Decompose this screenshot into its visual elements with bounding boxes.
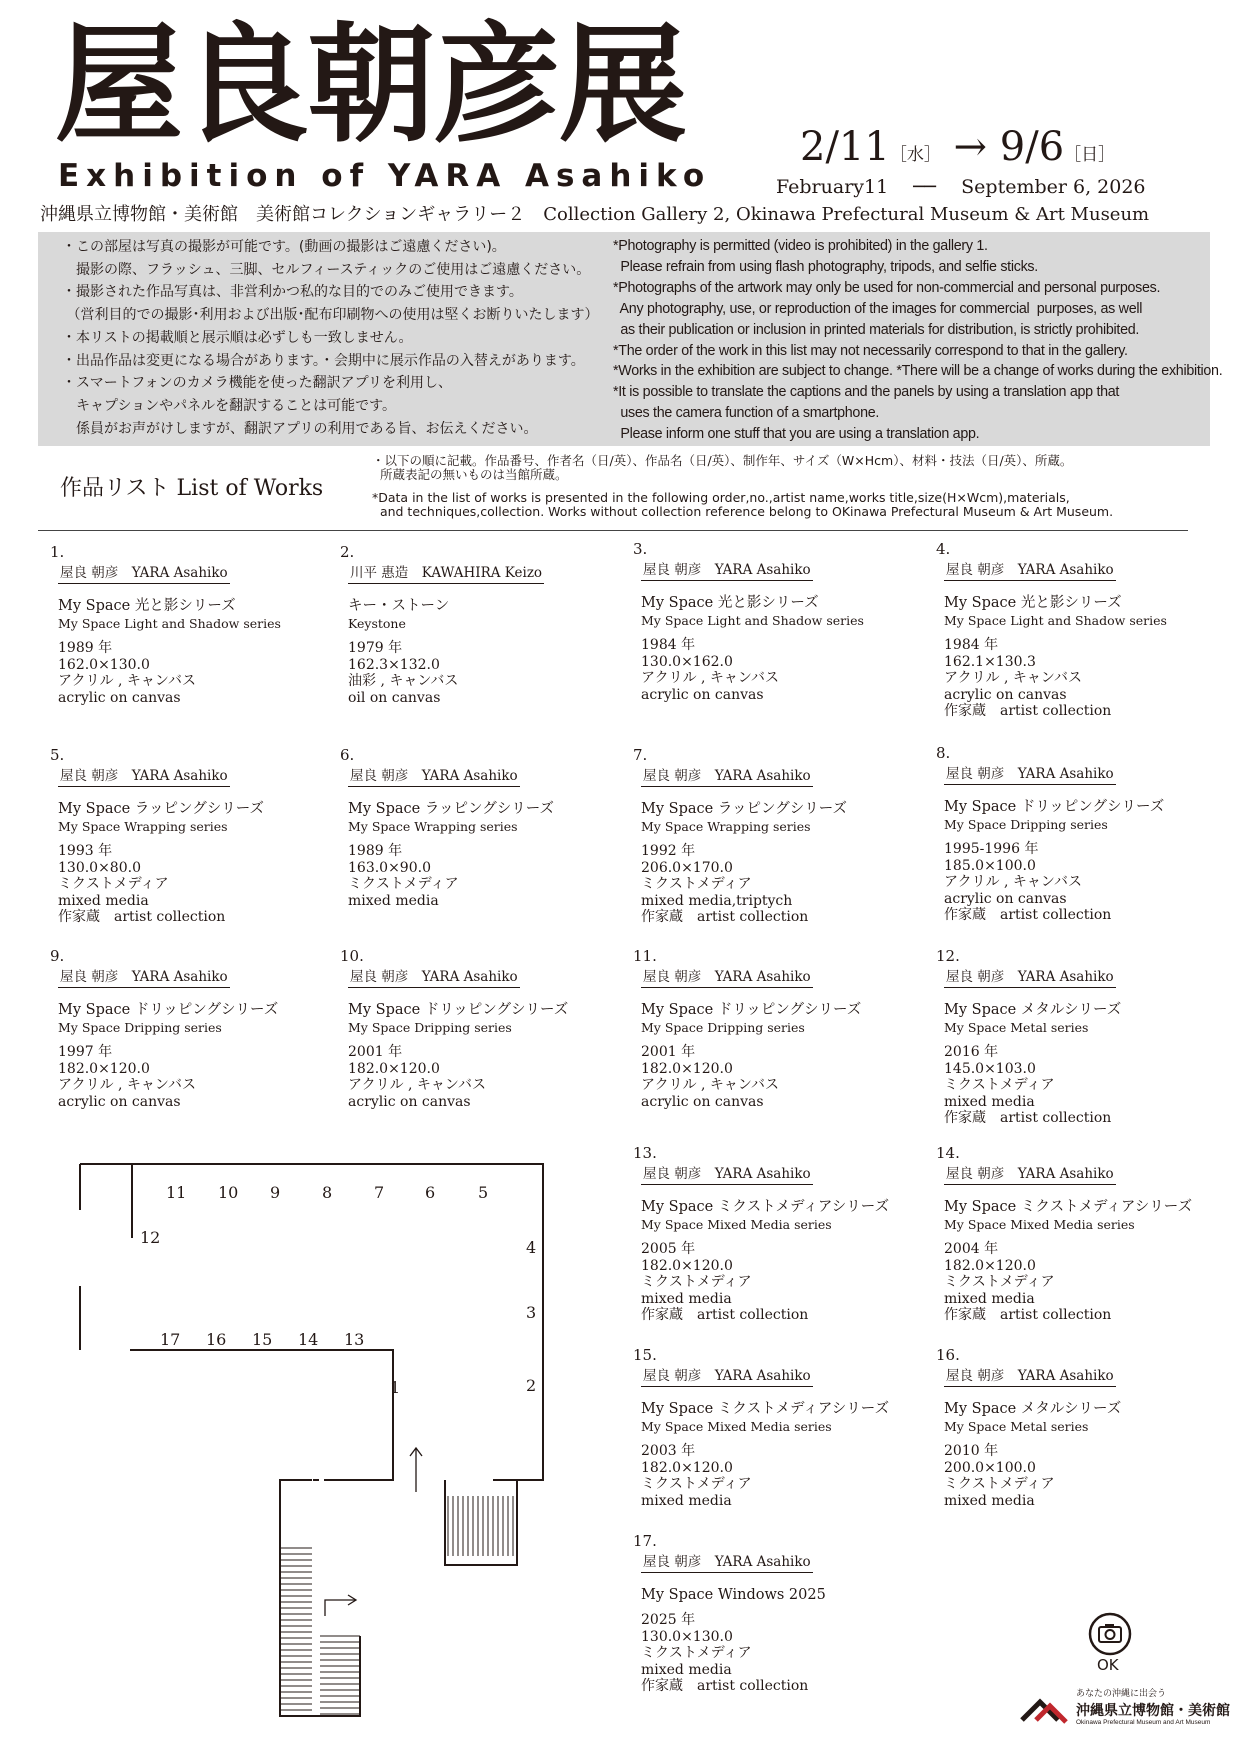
floor-plan-label: 8 [322,1183,333,1202]
work-item [340,947,608,1110]
work-item [340,543,608,706]
work-material-jp: ミクストメディア [641,876,752,892]
work-year: 2003 年 [641,1443,696,1459]
work-year: 1979 年 [348,640,403,656]
work-title-en: My Space Dripping series [944,817,1108,832]
work-material-jp: アクリル , キャンバス [944,670,1082,686]
work-artist: 屋良 朝彦 YARA Asahiko [348,967,520,988]
work-title-jp: My Space ミクストメディアシリーズ [944,1199,1193,1215]
venue: 沖縄県立博物館・美術館 美術館コレクションギャラリー２ Collection Gallery 2, Okinawa Prefectural Museum & Art Museum [40,204,1150,225]
work-material-en: mixed media [944,1492,1035,1509]
work-year: 2025 年 [641,1612,696,1628]
work-year: 1995-1996 年 [944,841,1039,857]
work-material-en: mixed media [944,1093,1035,1110]
work-meta [944,841,1204,924]
work-year: 2004 年 [944,1241,999,1257]
work-meta [944,1044,1204,1127]
work-material-en: mixed media [641,1290,732,1307]
work-meta [348,640,608,706]
list-note-en: *Data in the list of works is presented in the following order,no.,artist name,works title,size(H×Wcm),materials, and techniques,collection. Works without collection reference belong to OKinawa Prefectural Museum & Art Museum. [372,490,1114,519]
work-number: 11. [633,947,657,965]
floor-plan-label: 1 [390,1378,401,1397]
work-material-en: mixed media [641,1661,732,1678]
work-artist: 屋良 朝彦 YARA Asahiko [944,967,1116,988]
work-material-en: oil on canvas [348,689,441,706]
work-material-en: acrylic on canvas [58,1093,181,1110]
work-title-en: My Space Mixed Media series [944,1217,1135,1232]
work-artist: 屋良 朝彦 YARA Asahiko [944,1366,1116,1387]
logo-subtitle: Okinawa Prefectural Museum and Art Museum [1076,1719,1211,1726]
work-artist: 屋良 朝彦 YARA Asahiko [944,1164,1116,1185]
work-material-jp: アクリル , キャンバス [944,874,1082,890]
work-artist: 屋良 朝彦 YARA Asahiko [58,766,230,787]
work-year: 1997 年 [58,1044,113,1060]
work-item [633,1144,901,1324]
date-range-en: February11 ── September 6, 2026 [776,176,1146,198]
work-item [936,1144,1204,1324]
floor-plan-label: 5 [478,1183,489,1202]
work-meta [58,843,318,926]
floor-plan-label: 13 [344,1330,365,1349]
work-title-jp: My Space ミクストメディアシリーズ [641,1401,890,1417]
title-en: Exhibition of YARA Asahiko [58,158,712,194]
work-title-en: Keystone [348,616,406,631]
floor-plan-label: 6 [425,1183,436,1202]
floor-plan-label: 11 [166,1183,187,1202]
work-size: 162.1×130.3 [944,653,1036,670]
work-material-en: mixed media [944,1290,1035,1307]
work-meta [348,843,608,909]
work-size: 182.0×120.0 [641,1060,733,1077]
work-year: 2016 年 [944,1044,999,1060]
floor-plan-label: 4 [526,1238,537,1257]
floor-plan-label: 14 [298,1330,319,1349]
work-collection: 作家蔵 artist collection [944,907,1112,923]
list-title: 作品リスト List of Works [60,476,324,501]
work-number: 13. [633,1144,657,1162]
work-artist: 川平 惠造 KAWAHIRA Keizo [348,563,544,584]
floor-plan-labels [60,1160,580,1730]
work-artist: 屋良 朝彦 YARA Asahiko [58,967,230,988]
work-collection: 作家蔵 artist collection [944,1110,1112,1126]
work-size: 163.0×90.0 [348,859,431,876]
work-title-jp: My Space ドリッピングシリーズ [58,1002,279,1018]
work-item [936,1346,1204,1509]
work-title-en: My Space Metal series [944,1020,1089,1035]
museum-logo-icon [1018,1694,1072,1728]
work-artist: 屋良 朝彦 YARA Asahiko [944,764,1116,785]
work-title-en: My Space Wrapping series [58,819,228,834]
work-item [633,540,901,703]
work-size: 162.3×132.0 [348,656,440,673]
work-title-jp: My Space メタルシリーズ [944,1401,1122,1417]
work-title-en: My Space Metal series [944,1419,1089,1434]
work-title-jp: My Space メタルシリーズ [944,1002,1122,1018]
work-material-en: acrylic on canvas [58,689,181,706]
work-title-en: My Space Mixed Media series [641,1217,832,1232]
floor-plan-label: 15 [252,1330,273,1349]
camera-ok-label: OK [1097,1656,1119,1674]
logo-tagline: あなたの沖縄に出会う [1076,1689,1167,1699]
work-meta [641,637,901,703]
work-size: 130.0×162.0 [641,653,733,670]
work-title-en: My Space Dripping series [58,1020,222,1035]
work-material-jp: アクリル , キャンバス [348,1077,486,1093]
work-material-jp: ミクストメディア [58,876,169,892]
work-size: 206.0×170.0 [641,859,733,876]
notice-box [38,232,1223,446]
work-number: 17. [633,1532,657,1550]
work-material-jp: アクリル , キャンバス [58,673,196,689]
work-collection: 作家蔵 artist collection [641,909,809,925]
work-material-en: acrylic on canvas [944,890,1067,907]
work-meta [641,1443,901,1509]
work-title-en: My Space Light and Shadow series [58,616,281,631]
work-size: 182.0×120.0 [348,1060,440,1077]
work-artist: 屋良 朝彦 YARA Asahiko [944,560,1116,581]
end-date: 9/6 [999,124,1065,170]
work-item [633,746,901,926]
work-material-jp: ミクストメディア [944,1077,1055,1093]
work-year: 1989 年 [58,640,113,656]
date-range [800,124,1115,170]
work-number: 3. [633,540,648,558]
work-title-jp: My Space ミクストメディアシリーズ [641,1199,890,1215]
start-date: 2/11 [800,124,890,170]
work-material-en: mixed media [58,892,149,909]
work-number: 16. [936,1346,960,1364]
work-material-jp: ミクストメディア [641,1645,752,1661]
work-year: 1984 年 [641,637,696,653]
logo-name: 沖縄県立博物館・美術館 [1076,1703,1230,1719]
work-item [340,746,608,909]
work-size: 185.0×100.0 [944,857,1036,874]
work-meta [641,1241,901,1324]
floor-plan-label: 17 [160,1330,181,1349]
work-title-en: My Space Wrapping series [348,819,518,834]
work-material-jp: ミクストメディア [944,1274,1055,1290]
work-number: 14. [936,1144,960,1162]
work-year: 1992 年 [641,843,696,859]
work-title-en: My Space Dripping series [641,1020,805,1035]
work-item [50,947,318,1110]
work-material-en: mixed media,triptych [641,892,793,909]
divider [38,530,1188,531]
work-number: 9. [50,947,65,965]
work-number: 1. [50,543,65,561]
work-year: 2001 年 [641,1044,696,1060]
work-material-jp: アクリル , キャンバス [641,1077,779,1093]
work-size: 162.0×130.0 [58,656,150,673]
work-title-jp: My Space ラッピングシリーズ [641,801,848,817]
work-item [633,1532,901,1695]
work-artist: 屋良 朝彦 YARA Asahiko [641,766,813,787]
work-material-en: acrylic on canvas [641,1093,764,1110]
work-meta [641,1044,901,1110]
work-collection: 作家蔵 artist collection [944,703,1112,719]
work-meta [944,637,1204,720]
work-material-jp: ミクストメディア [944,1476,1055,1492]
list-note-jp: ・以下の順に記載。作品番号、作者名（日/英）、作品名（日/英）、制作年、サイズ（W×Hcm）、材料・技法（日/英）、所蔵。 所蔵表記の無いものは当館所蔵。 [372,453,1073,482]
work-artist: 屋良 朝彦 YARA Asahiko [641,967,813,988]
work-material-jp: ミクストメディア [641,1476,752,1492]
work-title-jp: My Space ドリッピングシリーズ [348,1002,569,1018]
floor-plan-label: 3 [526,1303,537,1322]
work-material-jp: ミクストメディア [348,876,459,892]
work-item [936,540,1204,720]
work-size: 130.0×130.0 [641,1628,733,1645]
work-year: 2005 年 [641,1241,696,1257]
work-collection: 作家蔵 artist collection [641,1678,809,1694]
work-item [633,1346,901,1509]
floor-plan-label: 2 [526,1376,537,1395]
work-material-en: mixed media [348,892,439,909]
work-material-en: acrylic on canvas [348,1093,471,1110]
work-title-jp: My Space 光と影シリーズ [58,598,236,614]
work-collection: 作家蔵 artist collection [641,1307,809,1323]
work-number: 7. [633,746,648,764]
work-title-jp: My Space 光と影シリーズ [641,595,819,611]
date-arrow: → [953,124,988,170]
work-meta [641,1612,901,1695]
work-year: 1989 年 [348,843,403,859]
notice-jp: ・この部屋は写真の撮影が可能です。(動画の撮影はご遠慮ください)。 撮影の際、フラッシュ、三脚、セルフィースティックのご使用はご遠慮ください。 ・撮影された作品写真は、非営利かつ私的な目的でのみご使用できます。 （営利目的での撮影･利用および出版･配布印刷物への使用は堅くお断りいたします） ・本リストの掲載順と展示順は必ずしも一致しません。 ・出品作品は変更になる場合があります。・会期中に展示作品の入替えがあります。 ・スマートフォンのカメラ機能を使った翻訳アプリを利用し、 キャプションやパネルを翻訳することは可能です。 係員がお声がけしますが、翻訳アプリの利用である旨、お伝えください。 [62,239,599,437]
work-title-en: My Space Light and Shadow series [944,613,1167,628]
end-day: ［日］ [1064,145,1116,165]
work-title-jp: My Space ラッピングシリーズ [58,801,265,817]
start-day: ［水］ [889,145,941,165]
work-number: 5. [50,746,65,764]
floor-plan-label: 10 [218,1183,239,1202]
notice-en: *Photography is permitted (video is prohibited) in the gallery 1. Please refrain from using flash photography, tripods, and selfie sticks. *Photographs of the artwork may only be used for non-commercial and personal purposes. Any photography, use, or reproduction of the images for commercial purposes, as well as their publication or inclusion in printed materials for distribution, is strictly prohibited. *The order of the work in this list may not necessarily correspond to that in the gallery. *Works in the exhibition are subject to change. *There will be a change of works during the exhibition. *It is possible to translate the captions and the panels by using a translation app that uses the camera function of a smartphone. Please inform one stuff that you are using a translation app. [613,238,1223,443]
work-number: 6. [340,746,355,764]
work-meta [348,1044,608,1110]
work-number: 2. [340,543,355,561]
work-number: 10. [340,947,364,965]
work-item [936,744,1204,924]
work-size: 182.0×120.0 [641,1257,733,1274]
work-title-en: My Space Dripping series [348,1020,512,1035]
work-title-jp: My Space 光と影シリーズ [944,595,1122,611]
work-artist: 屋良 朝彦 YARA Asahiko [641,1552,813,1573]
work-number: 8. [936,744,951,762]
work-title-jp: My Space ドリッピングシリーズ [641,1002,862,1018]
work-material-jp: 油彩 , キャンバス [348,673,459,689]
work-year: 1984 年 [944,637,999,653]
work-artist: 屋良 朝彦 YARA Asahiko [641,560,813,581]
work-meta [641,843,901,926]
work-year: 1993 年 [58,843,113,859]
work-meta [58,1044,318,1110]
work-material-en: mixed media [641,1492,732,1509]
work-size: 182.0×120.0 [641,1459,733,1476]
work-artist: 屋良 朝彦 YARA Asahiko [348,766,520,787]
work-size: 182.0×120.0 [944,1257,1036,1274]
work-collection: 作家蔵 artist collection [944,1307,1112,1323]
work-item [50,746,318,926]
work-meta [944,1241,1204,1324]
work-number: 12. [936,947,960,965]
work-artist: 屋良 朝彦 YARA Asahiko [641,1164,813,1185]
floor-plan-label: 16 [206,1330,227,1349]
work-year: 2010 年 [944,1443,999,1459]
title-jp: 屋良朝彦展 [55,11,686,160]
work-title-jp: My Space Windows 2025 [641,1587,826,1603]
work-number: 4. [936,540,951,558]
work-meta [58,640,318,706]
work-size: 145.0×103.0 [944,1060,1036,1077]
work-title-en: My Space Wrapping series [641,819,811,834]
work-title-jp: My Space ラッピングシリーズ [348,801,555,817]
work-material-jp: アクリル , キャンバス [641,670,779,686]
work-item [50,543,318,706]
work-item [936,947,1204,1127]
work-artist: 屋良 朝彦 YARA Asahiko [58,563,230,584]
work-artist: 屋良 朝彦 YARA Asahiko [641,1366,813,1387]
work-number: 15. [633,1346,657,1364]
work-size: 182.0×120.0 [58,1060,150,1077]
work-material-en: acrylic on canvas [944,686,1067,703]
museum-logo [1018,1686,1230,1736]
work-title-en: My Space Light and Shadow series [641,613,864,628]
work-item [633,947,901,1110]
work-size: 130.0×80.0 [58,859,141,876]
work-material-en: acrylic on canvas [641,686,764,703]
camera-ok-icon [1088,1612,1132,1656]
work-title-en: My Space Mixed Media series [641,1419,832,1434]
floor-plan-label: 7 [374,1183,385,1202]
work-title-jp: My Space ドリッピングシリーズ [944,799,1165,815]
work-material-jp: アクリル , キャンバス [58,1077,196,1093]
work-material-jp: ミクストメディア [641,1274,752,1290]
work-collection: 作家蔵 artist collection [58,909,226,925]
floor-plan-label: 9 [270,1183,281,1202]
work-year: 2001 年 [348,1044,403,1060]
work-size: 200.0×100.0 [944,1459,1036,1476]
floor-plan-label: 12 [140,1228,161,1247]
work-title-jp: キー・ストーン [348,598,450,614]
work-meta [944,1443,1204,1509]
